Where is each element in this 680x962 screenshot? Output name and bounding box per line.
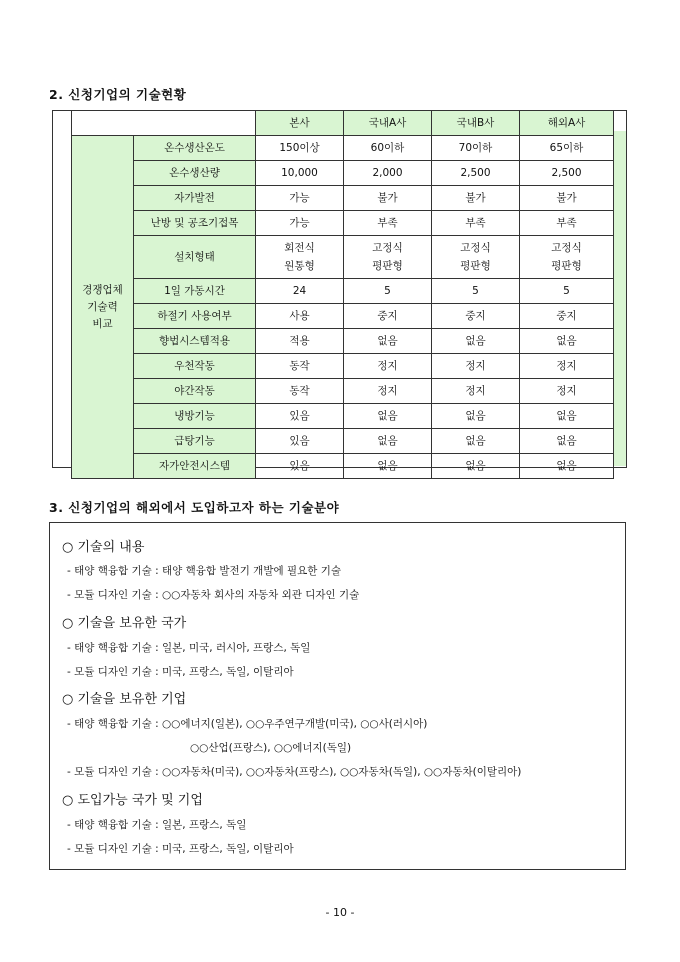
table-row [72,429,614,454]
cell-line: 평판형 [551,260,582,272]
detail-line: ○○산업(프랑스), ○○에너지(독일) [190,742,352,754]
table-cell: 부족 [520,211,614,236]
table-cell: 사용 [256,304,344,329]
side-label-line: 비교 [92,317,113,330]
table-row [72,279,614,304]
table-cell: 부족 [432,211,520,236]
table-cell [344,236,432,279]
table-cell: 150이상 [256,136,344,161]
table-cell [520,236,614,279]
table-row [72,379,614,404]
table-cell: 중지 [520,304,614,329]
table-cell: 정지 [520,354,614,379]
section-heading-bullet: ○ 도입가능 국가 및 기업 [62,793,203,808]
table-row [72,161,614,186]
table-cell: 중지 [344,304,432,329]
table-cell: 있음 [256,429,344,454]
side-label-line: 기술력 [87,300,118,313]
cell-line: 평판형 [372,260,403,272]
column-header: 국내A사 [344,111,432,136]
detail-line: - 태양 핵융합 기술 : 태양 핵융합 발전기 개발에 필요한 기술 [67,565,341,577]
table-cell: 정지 [432,354,520,379]
table-row [72,304,614,329]
table-cell: 없음 [432,329,520,354]
column-header: 본사 [256,111,344,136]
side-label-line: 경쟁업체 [82,283,123,296]
row-label: 1일 가동시간 [134,279,256,304]
table-cell: 없음 [432,429,520,454]
column-header: 해외A사 [520,111,614,136]
table-cell: 불가 [432,186,520,211]
table-cell: 없음 [520,404,614,429]
row-label: 설치형태 [134,236,256,279]
table-cell: 60이하 [344,136,432,161]
table-cell: 부족 [344,211,432,236]
row-label: 우천작동 [134,354,256,379]
row-label: 자가안전시스템 [134,454,256,479]
table-cell [432,236,520,279]
row-label: 야간작동 [134,379,256,404]
header-blank [72,111,256,136]
table-cell: 없음 [520,329,614,354]
table-cell: 없음 [432,404,520,429]
section-3-title: 3. 신청기업의 해외에서 도입하고자 하는 기술분야 [49,500,340,515]
table-row [72,354,614,379]
table-cell: 정지 [432,379,520,404]
table-cell: 24 [256,279,344,304]
table-cell: 가능 [256,211,344,236]
detail-line: - 태양 핵융합 기술 : 일본, 미국, 러시아, 프랑스, 독일 [67,642,311,654]
table-cell: 5 [344,279,432,304]
table-cell: 있음 [256,454,344,479]
row-label: 향법시스템적용 [134,329,256,354]
cell-line: 원통형 [284,260,315,272]
table-right-strip [613,131,626,466]
section-2-title: 2. 신청기업의 기술현황 [49,87,187,102]
table-cell: 65이하 [520,136,614,161]
table-cell: 5 [520,279,614,304]
table-cell: 있음 [256,404,344,429]
table-cell: 없음 [344,429,432,454]
table-cell: 정지 [520,379,614,404]
row-label: 난방 및 공조기접목 [134,211,256,236]
cell-line: 평판형 [460,260,491,272]
table-row [72,236,614,279]
table-cell: 없음 [520,454,614,479]
table-cell: 없음 [520,429,614,454]
table-cell: 정지 [344,354,432,379]
row-label: 하절기 사용여부 [134,304,256,329]
table-header-row [72,111,614,136]
table-cell: 없음 [344,404,432,429]
table-cell: 없음 [432,454,520,479]
table-cell: 10,000 [256,161,344,186]
cell-line: 고정식 [460,242,491,254]
detail-line: - 모듈 디자인 기술 : ○○자동차 회사의 자동차 외관 디자인 기술 [67,589,360,601]
table-cell: 2,000 [344,161,432,186]
table-cell: 중지 [432,304,520,329]
table-row [72,211,614,236]
section-heading-bullet: ○ 기술의 내용 [62,540,145,555]
detail-line: - 태양 핵융합 기술 : 일본, 프랑스, 독일 [67,819,247,831]
section-heading-bullet: ○ 기술을 보유한 기업 [62,692,187,707]
table-cell: 동작 [256,354,344,379]
table-row [72,404,614,429]
table-cell: 2,500 [520,161,614,186]
column-header: 국내B사 [432,111,520,136]
table-cell: 가능 [256,186,344,211]
table-cell: 70이하 [432,136,520,161]
table-cell [256,236,344,279]
detail-line: - 모듈 디자인 기술 : ○○자동차(미국), ○○자동차(프랑스), ○○자동차(독일), ○○자동차(이탈리아) [67,766,522,778]
table-cell: 적용 [256,329,344,354]
table-row [72,186,614,211]
detail-line: - 모듈 디자인 기술 : 미국, 프랑스, 독일, 이탈리아 [67,843,294,855]
detail-line: - 모듈 디자인 기술 : 미국, 프랑스, 독일, 이탈리아 [67,666,294,678]
section-heading-bullet: ○ 기술을 보유한 국가 [62,616,187,631]
cell-line: 회전식 [284,242,315,254]
row-label: 급탕기능 [134,429,256,454]
table-row [72,454,614,479]
table-cell: 5 [432,279,520,304]
tech-comparison-table [71,110,614,479]
table-cell: 없음 [344,454,432,479]
table-row [72,329,614,354]
row-label: 온수생산온도 [134,136,256,161]
table-cell: 2,500 [432,161,520,186]
detail-line: - 태양 핵융합 기술 : ○○에너지(일본), ○○우주연구개발(미국), ○○사(러시아) [67,718,428,730]
table-cell: 정지 [344,379,432,404]
table-cell: 불가 [520,186,614,211]
page-number: - 10 - [325,906,355,919]
side-category-label [72,136,134,479]
table-cell: 동작 [256,379,344,404]
table-cell: 없음 [344,329,432,354]
row-label: 냉방기능 [134,404,256,429]
row-label: 온수생산량 [134,161,256,186]
cell-line: 고정식 [551,242,582,254]
cell-line: 고정식 [372,242,403,254]
row-label: 자가발전 [134,186,256,211]
table-cell: 불가 [344,186,432,211]
table-row [72,136,614,161]
